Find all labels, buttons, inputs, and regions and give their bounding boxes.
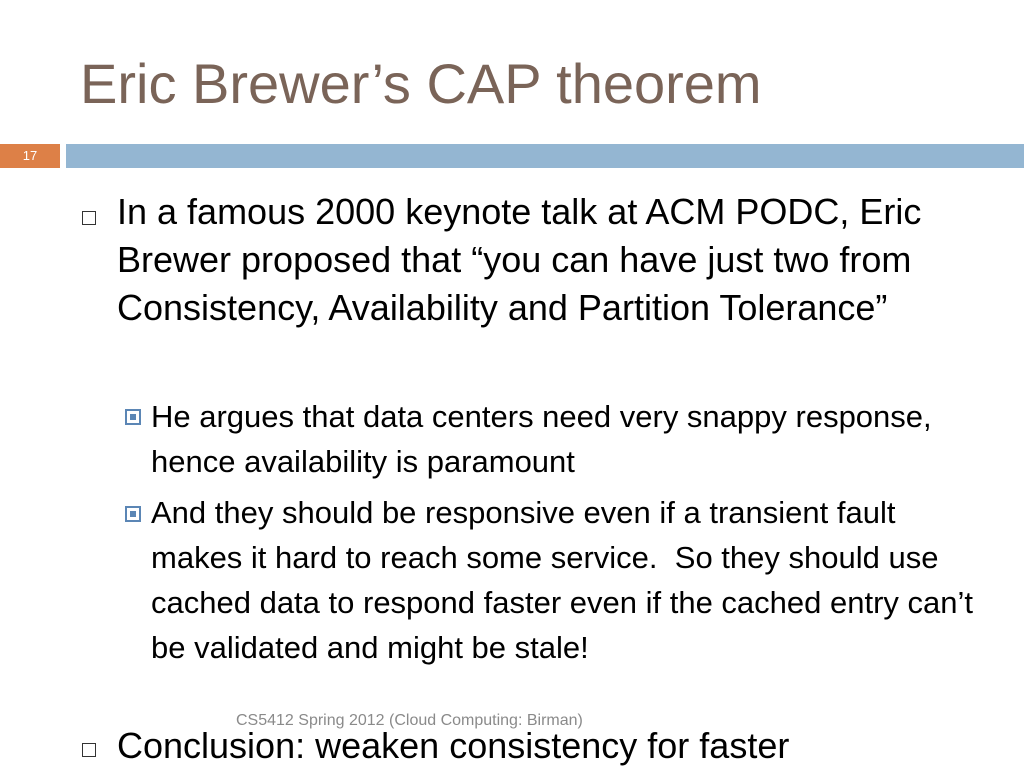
- filled-square-bullet-icon: [125, 409, 141, 425]
- slide-footer: CS5412 Spring 2012 (Cloud Computing: Birman): [236, 712, 583, 729]
- square-bullet-icon: [82, 211, 96, 225]
- square-bullet-icon: [82, 743, 96, 757]
- sub-bullet-text: He argues that data centers need very snappy response, hence availability is paramount: [151, 399, 932, 479]
- filled-square-bullet-icon: [125, 506, 141, 522]
- bullet-text: Conclusion: weaken consistency for faster: [117, 725, 790, 766]
- slide-title: Eric Brewer’s CAP theorem: [80, 52, 762, 115]
- sub-bullet-text: And they should be responsive even if a transient fault makes it hard to reach some service. So they should use cached data to respond faster even if the cached entry can’t be validated and might be stale!: [151, 495, 982, 665]
- slide-number: 17: [0, 144, 60, 168]
- bullet-text: In a famous 2000 keynote talk at ACM PODC, Eric Brewer proposed that “you can have just two from Consistency, Availability and Partition Tolerance”: [117, 191, 922, 328]
